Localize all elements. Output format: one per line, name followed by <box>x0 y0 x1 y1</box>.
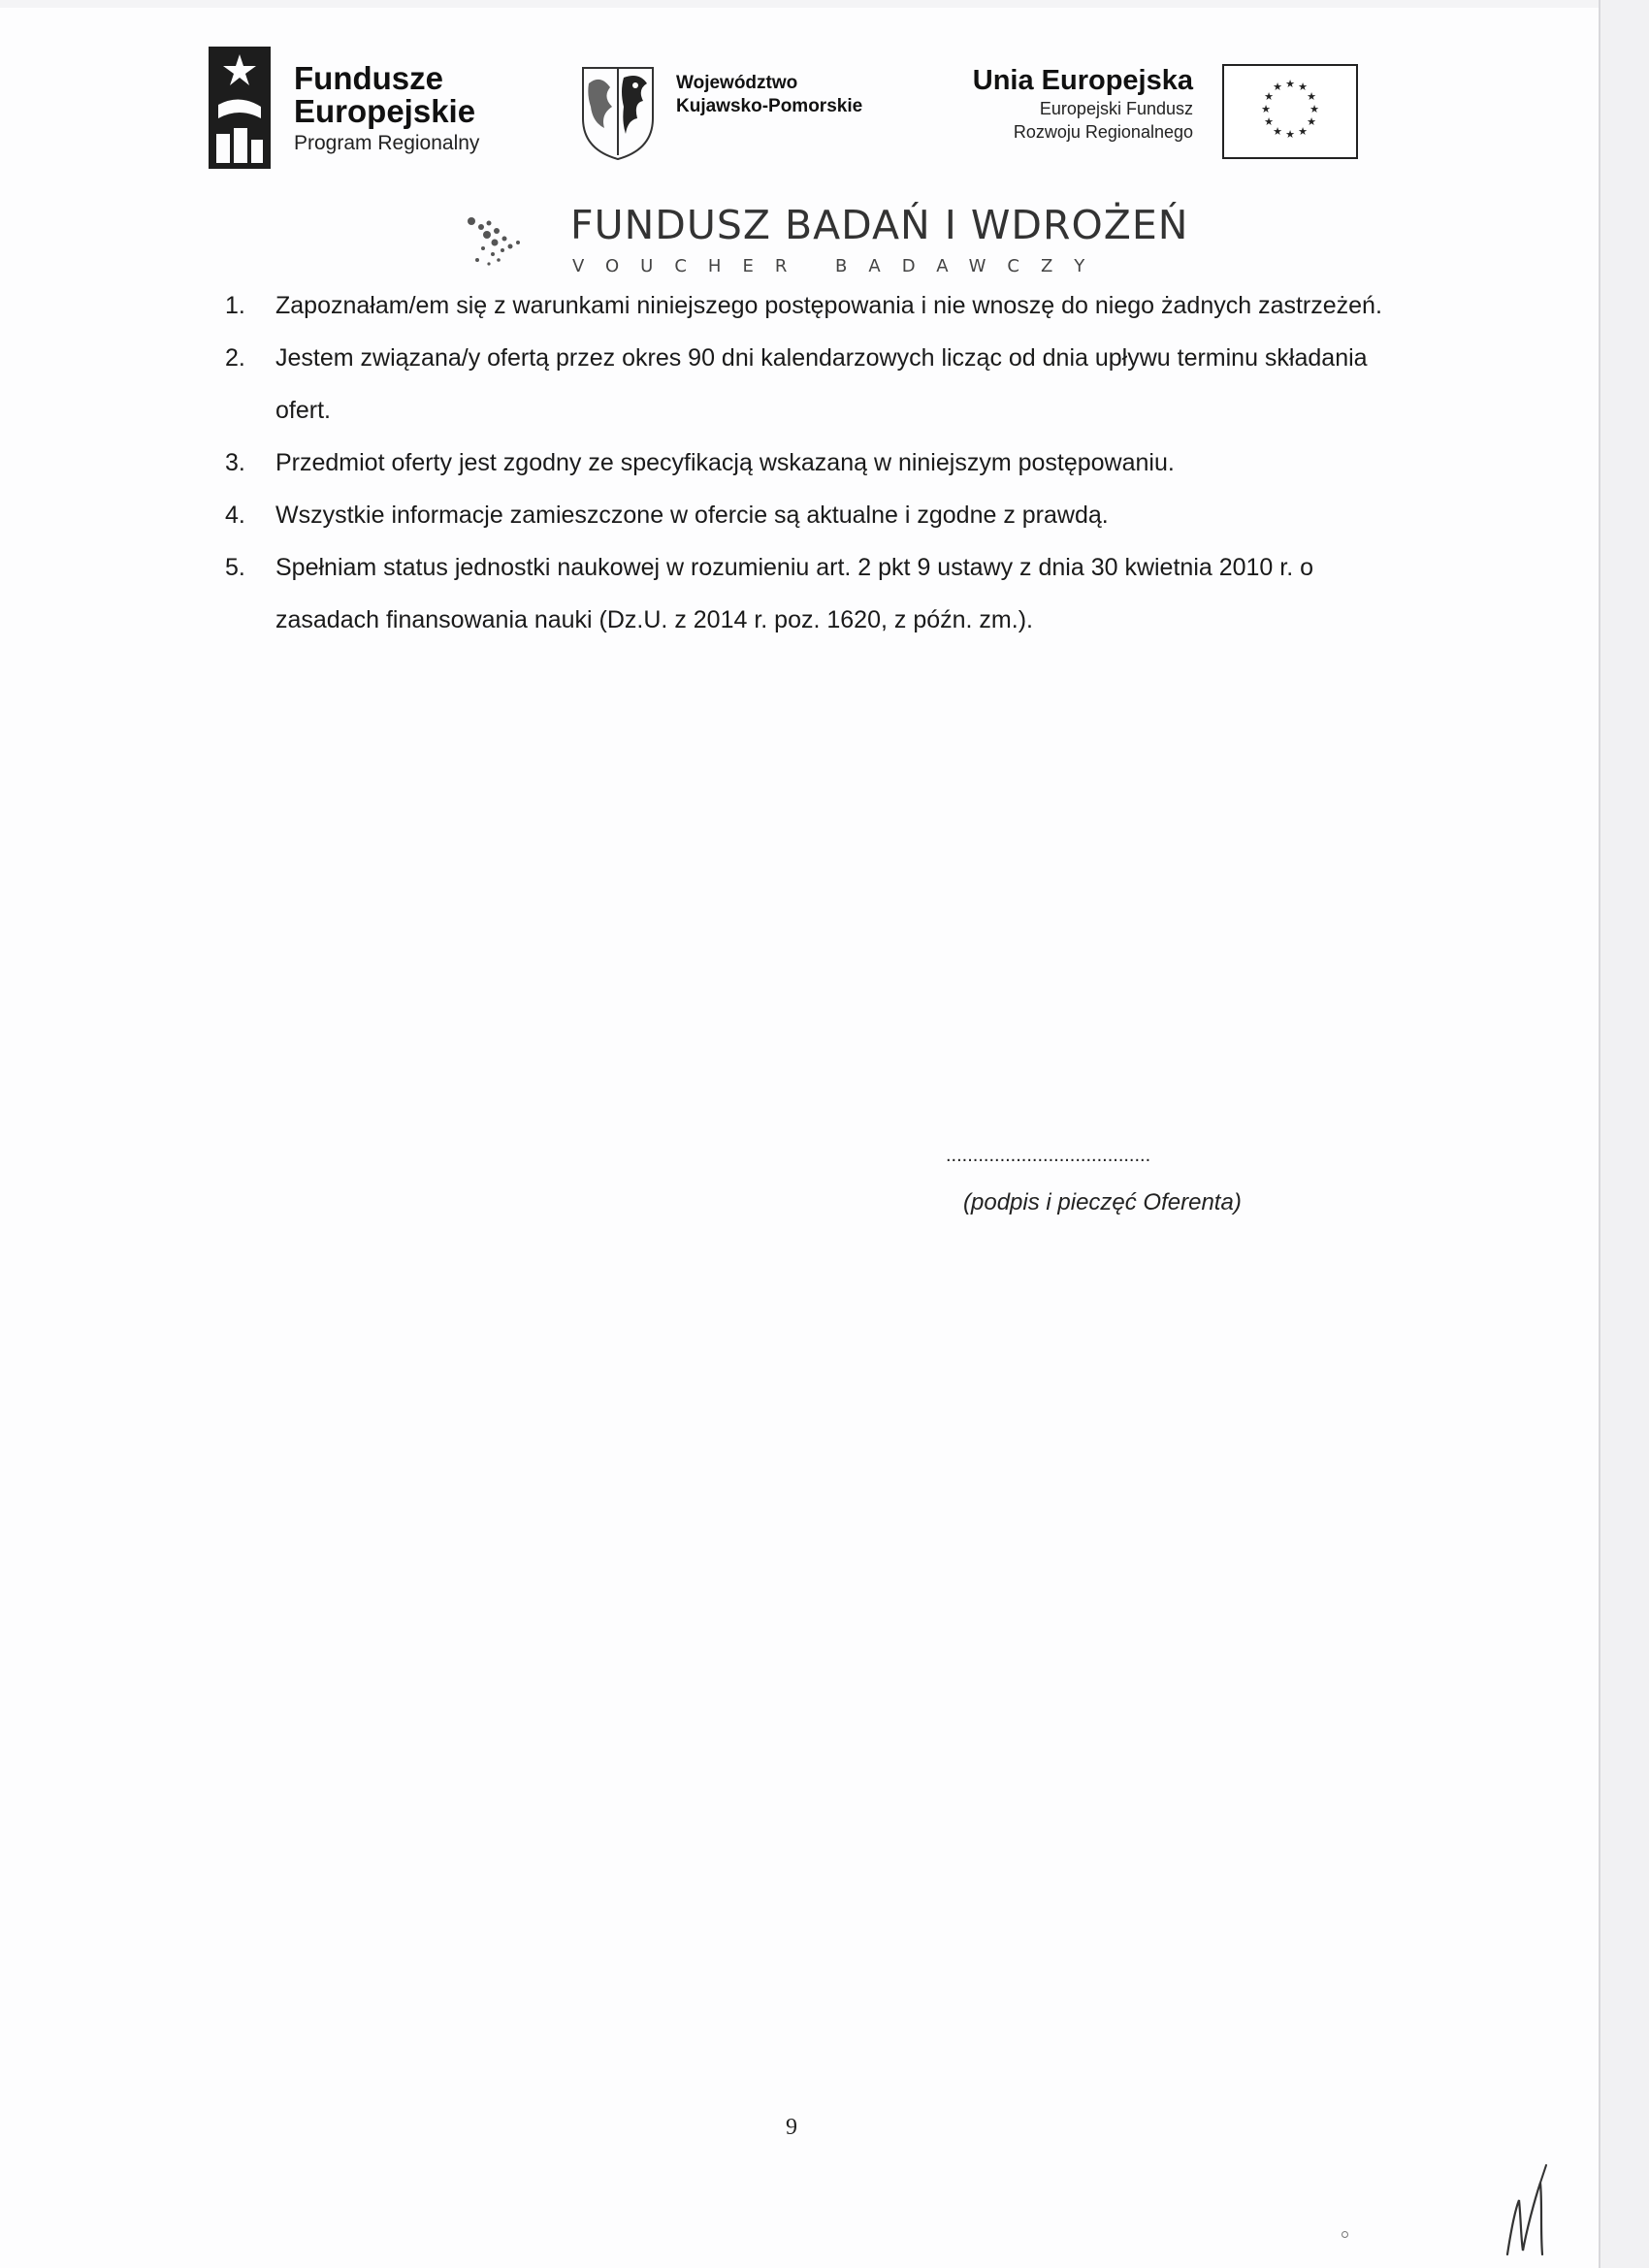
svg-text:★: ★ <box>1264 90 1274 103</box>
eu-line1: Europejski Fundusz <box>1039 99 1193 118</box>
fe-title-line1: Fundusze <box>294 60 443 96</box>
signature-line: ...................................... <box>946 1145 1151 1166</box>
declaration-item <box>225 332 1418 437</box>
scan-dot-mark <box>1342 2231 1348 2238</box>
declaration-item <box>225 279 1418 332</box>
declaration-number: 3. <box>225 449 245 476</box>
declaration-text: Jestem związana/y ofertą przez okres 90 dni kalendarzowych licząc od dnia upływu terminu składania ofert. <box>275 344 1368 424</box>
dots-cluster-icon <box>464 210 541 277</box>
svg-text:★: ★ <box>1307 115 1316 128</box>
declaration-text: Przedmiot oferty jest zgodny ze specyfikacją wskazaną w niniejszym postępowaniu. <box>275 449 1175 476</box>
signature-label: (podpis i pieczęć Oferenta) <box>963 1189 1242 1215</box>
european-union-logo <box>951 64 1358 161</box>
voivodeship-logo <box>579 64 899 161</box>
fe-star-flag-icon <box>209 47 271 169</box>
declaration-item <box>225 437 1418 489</box>
fe-title-line2: Europejskie <box>294 93 476 129</box>
svg-text:★: ★ <box>1298 125 1308 138</box>
declarations-list <box>225 279 1418 646</box>
svg-text:★: ★ <box>1285 128 1295 141</box>
eu-flag-icon <box>1222 64 1358 159</box>
declaration-item <box>225 489 1418 541</box>
fe-subtitle: Program Regionalny <box>294 132 480 154</box>
declaration-text: Zapoznałam/em się z warunkami niniejszego postępowania i nie wnoszę do niego żadnych zastrzeżeń. <box>275 292 1382 319</box>
declaration-text: Spełniam status jednostki naukowej w rozumieniu art. 2 pkt 9 ustawy z dnia 30 kwietnia 2010 r. o zasadach finansowania nauki (Dz.U. z 2014 r. poz. 1620, z późn. zm.). <box>275 554 1314 633</box>
declaration-number: 5. <box>225 554 245 581</box>
eu-line2: Rozwoju Regionalnego <box>1013 122 1193 142</box>
svg-text:★: ★ <box>1273 125 1282 138</box>
program-title: FUNDUSZ BADAŃ I WDROŻEŃ <box>570 202 1189 248</box>
declaration-item <box>225 541 1418 646</box>
scan-right-edge <box>1599 0 1649 2268</box>
scan-top-edge <box>0 0 1649 8</box>
svg-text:★: ★ <box>1273 81 1282 93</box>
voivodeship-line2: Kujawsko-Pomorskie <box>676 96 863 116</box>
page-number: 9 <box>786 2115 797 2140</box>
voivodeship-text <box>676 72 862 118</box>
fe-title <box>294 62 475 128</box>
program-logo <box>464 202 1189 279</box>
eu-title: Unia Europejska <box>972 65 1193 96</box>
svg-text:★: ★ <box>1307 90 1316 103</box>
fundusze-europejskie-logo <box>209 47 519 169</box>
declaration-number: 1. <box>225 292 245 319</box>
declaration-number: 2. <box>225 344 245 372</box>
svg-text:★: ★ <box>1310 103 1319 115</box>
coat-of-arms-icon <box>579 64 657 161</box>
handwritten-initials-icon <box>1502 2161 1550 2258</box>
svg-text:★: ★ <box>1285 78 1295 90</box>
declaration-text: Wszystkie informacje zamieszczone w ofercie są aktualne i zgodne z prawdą. <box>275 502 1109 529</box>
declaration-number: 4. <box>225 502 245 529</box>
eu-text <box>973 64 1193 144</box>
svg-text:★: ★ <box>1261 103 1271 115</box>
voivodeship-line1: Województwo <box>676 73 798 93</box>
svg-text:★: ★ <box>1298 81 1308 93</box>
program-subtitle: VOUCHER BADAWCZY <box>572 256 1107 276</box>
svg-text:★: ★ <box>1264 115 1274 128</box>
